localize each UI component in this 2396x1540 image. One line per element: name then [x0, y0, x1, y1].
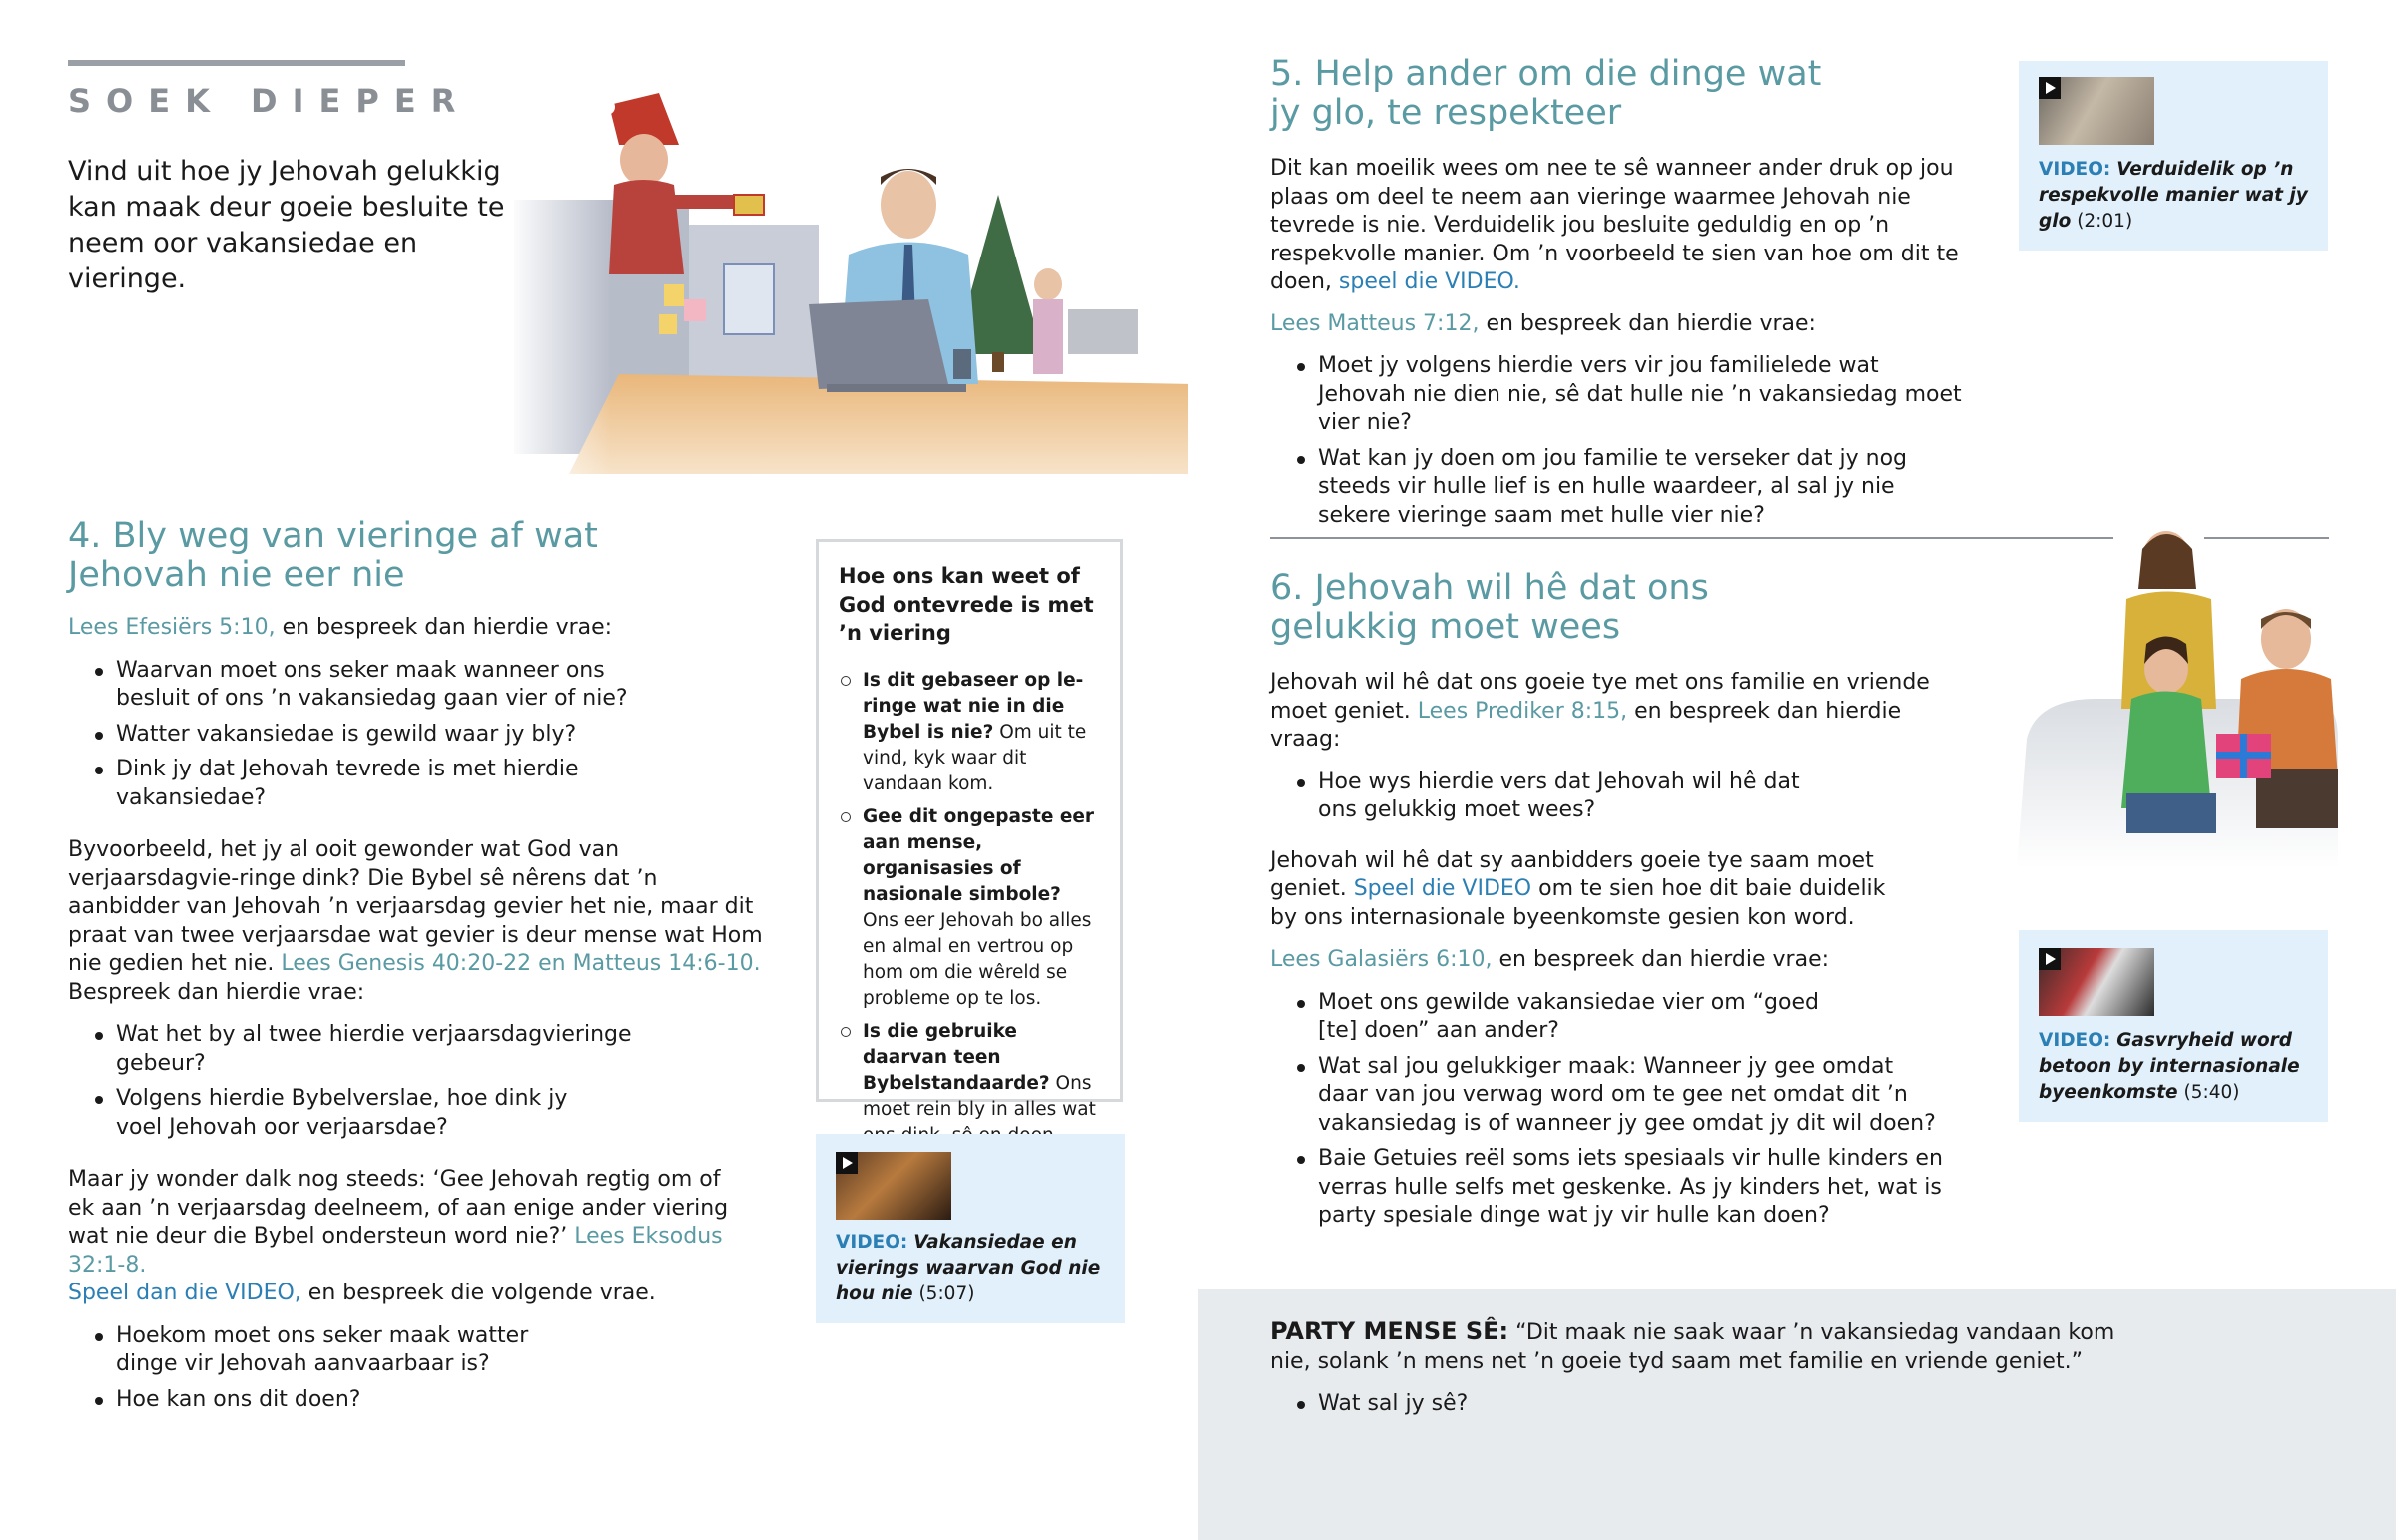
paragraph: Jehovah wil hê dat sy aanbidders goeie tye saam moet geniet. Speel die VIDEO om te sien hoe dit baie duidelik by ons internasionale byeenkomste gesien kon word.	[1270, 847, 1886, 930]
video-caption: VIDEO: Gasvryheid word betoon by internasionale byeenkomste (5:40)	[2039, 1030, 2300, 1103]
intro-text: Vind uit hoe jy Jehovah gelukkig kan maak deur goeie besluite te neem oor vakansiedae en vieringe.	[68, 156, 505, 294]
video-card[interactable]	[816, 1134, 1125, 1323]
video-caption: VIDEO: Verduidelik op ’n respekvolle manier wat jy glo (2:01)	[2039, 159, 2308, 232]
question-list	[1270, 1390, 2128, 1419]
video-thumbnail[interactable]	[836, 1152, 951, 1220]
list-item: Wat kan jy doen om jou familie te verseker dat jy nog steeds vir hulle lief is en hulle waardeer, al sal jy nie sekere vieringe saam met hulle vier nie?	[1270, 445, 1969, 531]
section-4-read: Lees Efesiërs 5:10, en bespreek dan hierdie vrae:	[68, 615, 613, 640]
scripture-link[interactable]: Lees Galasiërs 6:10,	[1270, 947, 1493, 972]
list-item: Watter vakansiedae is gewild waar jy bly?	[68, 721, 707, 750]
question-list	[68, 1021, 707, 1142]
section-4	[68, 517, 767, 1421]
list-item: Hoe kan ons dit doen?	[68, 1386, 687, 1415]
scripture-link[interactable]: Lees Genesis 40:20-22 en Matteus 14:6-10.	[281, 951, 761, 976]
play-icon[interactable]	[2039, 948, 2061, 970]
video-thumbnail[interactable]	[2039, 77, 2154, 145]
scripture-link[interactable]: Lees Eksodus 32:1-8.	[68, 1224, 723, 1278]
list-item: Is die gebruike daarvan teen Bybelstandaarde? Ons moet rein bly in alles wat	[839, 1019, 1100, 1149]
section-5	[1270, 55, 1989, 537]
criteria-box-title: Hoe ons kan weet of God ontevrede is met ’n viering	[839, 564, 1094, 645]
paragraph: Jehovah wil hê dat ons goeie tye met ons familie en vriende moet geniet. Lees Prediker 8:15, en bespreek dan hierdie vraag:	[1270, 670, 1930, 752]
video-thumbnail[interactable]	[2039, 948, 2154, 1016]
section-rule	[68, 60, 405, 66]
list-item: Wat het by al twee hierdie verjaarsdagvieringe gebeur?	[68, 1021, 707, 1078]
list-item: Moet jy volgens hierdie vers vir jou familielede wat Jehovah nie dien nie, sê dat hulle nie ’n vakansiedag moet vier nie?	[1270, 352, 1969, 438]
section-5-read: Lees Matteus 7:12, en bespreek dan hierdie vrae:	[1270, 310, 1816, 336]
question-list	[68, 657, 707, 813]
list-item: Moet ons gewilde vakansiedae vier om “goed [te] doen” aan ander?	[1270, 989, 1949, 1046]
list-item: Wat sal jou gelukkiger maak: Wanneer jy gee omdat daar van jou verwag word om te gee net omdat dit ’n vakansiedag is of wanneer jy gee omdat jy dit wil doen?	[1270, 1053, 1949, 1139]
list-item: Volgens hierdie Bybelverslae, hoe dink jy voel Jehovah oor verjaarsdae?	[68, 1085, 707, 1142]
play-video-link[interactable]: speel die VIDEO.	[1338, 269, 1520, 294]
play-video-link[interactable]: Speel dan die VIDEO,	[68, 1281, 301, 1305]
party-mense-se-box	[1198, 1289, 2396, 1540]
criteria-list	[839, 668, 1100, 1149]
scripture-link[interactable]: Lees Matteus 7:12,	[1270, 310, 1480, 336]
office-illustration	[509, 85, 1188, 474]
play-video-link[interactable]: Speel die VIDEO	[1353, 876, 1532, 901]
family-illustration	[2017, 519, 2338, 868]
play-icon[interactable]	[2039, 77, 2061, 99]
section-6	[1270, 569, 1969, 1238]
video-caption: VIDEO: Vakansiedae en vierings waarvan God nie hou nie (5:07)	[836, 1232, 1101, 1304]
question-list	[1270, 989, 1949, 1231]
list-item: Dink jy dat Jehovah tevrede is met hierdie vakansiedae?	[68, 756, 707, 812]
soek-dieper-heading: SOEK DIEPER	[68, 82, 471, 120]
divider	[1270, 537, 2113, 539]
section-6-title: 6. Jehovah wil hê dat ons gelukkig moet wees	[1270, 568, 1709, 647]
list-item: Hoe wys hierdie vers dat Jehovah wil hê dat ons gelukkig moet wees?	[1270, 769, 1909, 825]
list-item: Waarvan moet ons seker maak wanneer ons besluit of ons ’n vakansiedag gaan vier of nie?	[68, 657, 707, 714]
section-4-title: 4. Bly weg van vieringe af wat Jehovah nie eer nie	[68, 516, 598, 595]
video-card[interactable]	[2019, 61, 2328, 251]
video-card[interactable]	[2019, 930, 2328, 1122]
list-item: Baie Getuies reël soms iets spesiaals vir hulle kinders en verras hulle selfs met geskenke. As jy kinders het, wat is party spesiale dinge wat jy vir hulle kan doen?	[1270, 1145, 1949, 1231]
party-quote: PARTY MENSE SÊ: “Dit maak nie saak waar ’n vakansiedag vandaan kom nie, solank ’n mens net ’n goeie tyd saam met familie en vriende geniet.”	[1270, 1317, 2115, 1374]
play-icon[interactable]	[836, 1152, 858, 1174]
section-6-read: Lees Galasiërs 6:10, en bespreek dan hierdie vrae:	[1270, 947, 1830, 972]
scripture-link[interactable]: Lees Prediker 8:15,	[1417, 698, 1628, 724]
paragraph: Byvoorbeeld, het jy al ooit gewonder wat God van verjaarsdagvie-ringe dink? Die Bybel sê nêrens dat ’n aanbidder van Jehovah ’n verjaarsdag gevier het nie, maar dit praat van twee verjaarsdae wat gevier is deur mense wat Hom nie gedien het nie. Lees Genesis 40:20-22 en Matteus 14:6-10. Bespreek dan hierdie vrae:	[68, 837, 763, 1005]
section-5-title: 5. Help ander om die dinge wat jy glo, te respekteer	[1270, 54, 1822, 133]
paragraph: Maar jy wonder dalk nog steeds: ‘Gee Jehovah regtig om of ek aan ’n verjaarsdag deelneem, of aan enige ander viering wat nie deur die Bybel ondersteun word nie?’ Lees Eksodus 32:1-8. Speel dan die VIDEO, en bespreek die volgende vrae.	[68, 1167, 729, 1305]
list-item: Gee dit ongepaste eer aan mense, organisasies of nasionale simbole? Ons eer Jehovah bo alles en almal en vertrou op hom om die wêreld se probleme op te los.	[839, 804, 1100, 1012]
list-item: Wat sal jy sê?	[1270, 1390, 2128, 1419]
question-list	[1270, 769, 1909, 825]
criteria-box	[816, 539, 1123, 1120]
question-list	[1270, 352, 1969, 530]
question-list	[68, 1322, 687, 1415]
scripture-link[interactable]: Lees Efesiërs 5:10,	[68, 615, 276, 640]
list-item: Is dit gebaseer op le-ringe wat nie in die Bybel is nie? Om uit te vind, kyk waar dit vandaan kom.	[839, 668, 1100, 797]
paragraph: Dit kan moeilik wees om nee te sê wanneer ander druk op jou plaas om deel te neem aan vieringe waarmee Jehovah nie tevrede is nie. Verduidelik jou besluite geduldig en op ’n respekvolle manier. Om ’n voorbeeld te sien van hoe om dit te doen, speel die VIDEO.	[1270, 156, 1959, 294]
list-item: Hoekom moet ons seker maak watter dinge vir Jehovah aanvaarbaar is?	[68, 1322, 687, 1379]
